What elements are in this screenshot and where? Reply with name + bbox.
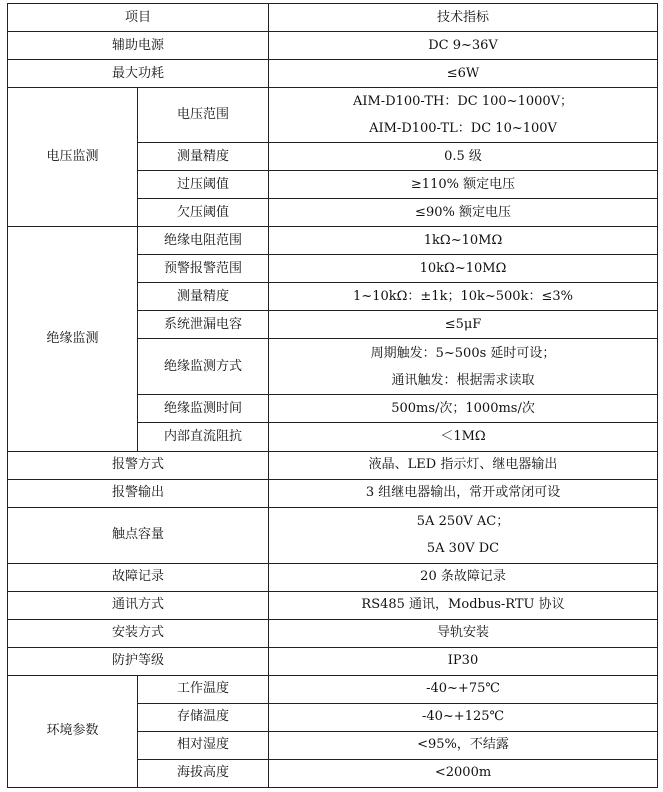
row-value: DC 9~36V bbox=[269, 32, 658, 60]
value-line: AIM-D100-TL：DC 10~100V bbox=[369, 121, 557, 137]
row-label: 安装方式 bbox=[8, 619, 269, 647]
value-line: 通讯触发：根据需求读取 bbox=[391, 372, 535, 388]
row-label: 防护等级 bbox=[8, 647, 269, 675]
sub-label: 欠压阈值 bbox=[138, 199, 269, 227]
row-value: 液晶、LED 指示灯、继电器输出 bbox=[269, 451, 658, 479]
header-spec: 技术指标 bbox=[269, 4, 658, 32]
table-row bbox=[8, 4, 658, 32]
table-row bbox=[8, 60, 658, 88]
sub-value: <95%，不结露 bbox=[269, 731, 658, 759]
sub-value: 1~10kΩ：±1k；10k~500k：≤3% bbox=[269, 283, 658, 311]
row-label: 最大功耗 bbox=[8, 60, 269, 88]
sub-value: 500ms/次；1000ms/次 bbox=[269, 395, 658, 423]
sub-value: -40~+75℃ bbox=[269, 675, 658, 703]
row-label: 辅助电源 bbox=[8, 32, 269, 60]
row-value: ≤6W bbox=[269, 60, 658, 88]
group-label-environment: 环境参数 bbox=[8, 675, 138, 787]
value-line: AIM-D100-TH：DC 100~1000V； bbox=[352, 94, 574, 110]
sub-label: 测量精度 bbox=[138, 143, 269, 171]
sub-value: ≤5μF bbox=[269, 311, 658, 339]
sub-label: 过压阈值 bbox=[138, 171, 269, 199]
header-item: 项目 bbox=[8, 4, 269, 32]
sub-value: ≥110% 额定电压 bbox=[269, 171, 658, 199]
sub-value: <2000m bbox=[269, 759, 658, 787]
row-value: 导轨安装 bbox=[269, 619, 658, 647]
table-row bbox=[8, 675, 658, 703]
sub-label: 绝缘电阻范围 bbox=[138, 227, 269, 255]
row-label: 通讯方式 bbox=[8, 591, 269, 619]
sub-label: 内部直流阻抗 bbox=[138, 423, 269, 451]
sub-label: 绝缘监测方式 bbox=[138, 339, 269, 395]
table-row bbox=[8, 563, 658, 591]
table-row bbox=[8, 451, 658, 479]
row-label: 故障记录 bbox=[8, 563, 269, 591]
table-row bbox=[8, 591, 658, 619]
row-value-multiline bbox=[269, 507, 658, 563]
sub-value: 10kΩ~10MΩ bbox=[269, 255, 658, 283]
value-line: 5A 250V AC； bbox=[416, 514, 510, 530]
table-row bbox=[8, 479, 658, 507]
sub-value: ≤90% 额定电压 bbox=[269, 199, 658, 227]
group-label-voltage: 电压监测 bbox=[8, 88, 138, 227]
sub-label: 绝缘监测时间 bbox=[138, 395, 269, 423]
sub-value: -40~+125℃ bbox=[269, 703, 658, 731]
table-row bbox=[8, 32, 658, 60]
sub-label: 相对湿度 bbox=[138, 731, 269, 759]
sub-label: 存储温度 bbox=[138, 703, 269, 731]
table-row bbox=[8, 619, 658, 647]
sub-value-multiline bbox=[269, 339, 658, 395]
row-label: 报警方式 bbox=[8, 451, 269, 479]
spec-table bbox=[7, 3, 658, 788]
row-label: 触点容量 bbox=[8, 507, 269, 563]
sub-label: 预警报警范围 bbox=[138, 255, 269, 283]
row-value: IP30 bbox=[269, 647, 658, 675]
table-row bbox=[8, 647, 658, 675]
table-row bbox=[8, 227, 658, 255]
row-value: RS485 通讯，Modbus-RTU 协议 bbox=[269, 591, 658, 619]
value-line: 5A 30V DC bbox=[426, 541, 500, 557]
sub-value: 0.5 级 bbox=[269, 143, 658, 171]
sub-label: 测量精度 bbox=[138, 283, 269, 311]
sub-value: ＜1MΩ bbox=[269, 423, 658, 451]
sub-value: 1kΩ~10MΩ bbox=[269, 227, 658, 255]
sub-label: 工作温度 bbox=[138, 675, 269, 703]
group-label-insulation: 绝缘监测 bbox=[8, 227, 138, 451]
row-label: 报警输出 bbox=[8, 479, 269, 507]
sub-label: 海拔高度 bbox=[138, 759, 269, 787]
sub-label: 系统泄漏电容 bbox=[138, 311, 269, 339]
sub-value-multiline bbox=[269, 88, 658, 143]
row-value: 20 条故障记录 bbox=[269, 563, 658, 591]
value-line: 周期触发：5~500s 延时可设； bbox=[370, 345, 556, 361]
table-row bbox=[8, 507, 658, 563]
sub-label: 电压范围 bbox=[138, 88, 269, 143]
table-row bbox=[8, 88, 658, 143]
row-value: 3 组继电器输出，常开或常闭可设 bbox=[269, 479, 658, 507]
